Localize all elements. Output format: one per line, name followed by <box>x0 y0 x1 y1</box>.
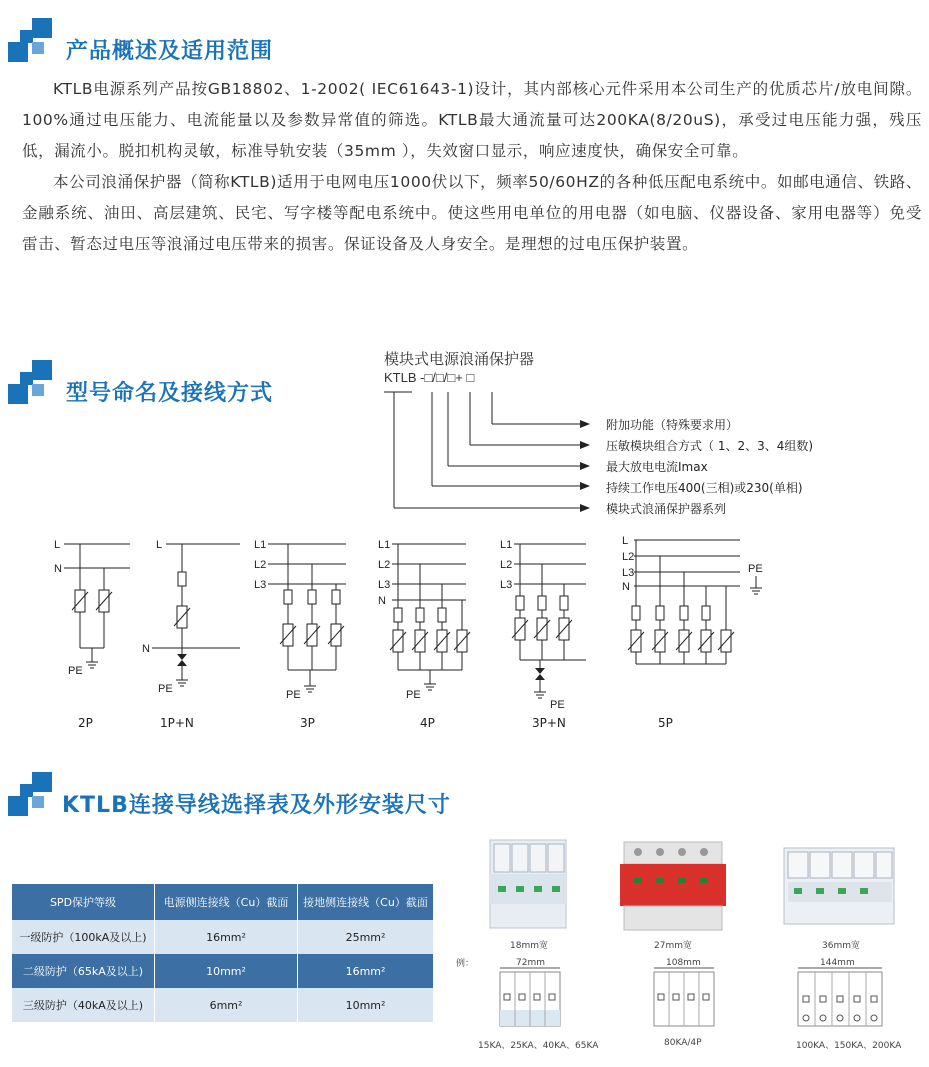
table-cell: 一级防护（100kA及以上) <box>12 920 155 954</box>
photo-caption-18mm: 18mm宽 <box>510 941 548 951</box>
wire-selection-table <box>12 884 434 1022</box>
label-n: N <box>622 581 630 593</box>
product-photo-18mm <box>486 838 570 934</box>
label-l1: L1 <box>500 539 513 551</box>
label-pe: PE <box>68 665 83 677</box>
diagram-caption-5p: 5P <box>658 716 673 730</box>
label-l: L <box>54 539 61 551</box>
diagram-caption-3p: 3P <box>300 716 315 730</box>
diagram-5p <box>622 535 763 664</box>
dim-drawing-144mm <box>794 966 888 1030</box>
table-row <box>12 954 434 988</box>
table-cell: 16mm² <box>155 920 298 954</box>
table-header: 接地侧连接线（Cu）截面 <box>298 884 434 920</box>
section-title-overview: 产品概述及适用范围 <box>66 39 274 64</box>
label-n: N <box>54 563 62 575</box>
diagram-caption-1p-n: 1P+N <box>160 716 194 730</box>
dim-caption-144mm: 100KA、150KA、200KA <box>796 1041 902 1051</box>
legend-item-5: 模块式浪涌保护器系列 <box>606 502 727 516</box>
diagram-3p <box>254 539 346 701</box>
section-title-model: 型号命名及接线方式 <box>66 381 274 406</box>
label-l2: L2 <box>500 559 513 571</box>
table-header-row <box>12 884 434 920</box>
diagram-caption-2p: 2P <box>78 716 93 730</box>
diagram-4p <box>378 539 470 701</box>
label-l2: L2 <box>622 551 635 563</box>
overview-paragraph-2: 本公司浪涌保护器（简称KTLB)适用于电网电压1000伏以下，频率50/60HZ的各种低压配电系统中。如邮电通信、铁路、金融系统、油田、高层建筑、民宅、写字楼等配电系统中。使这些用电单位的用电器（如电脑、仪器设备、家用电器等）免受雷击、暂态过电压等浪涌过电压带来的损害。保证设备及人身安全。是理想的过电压保护装置。 <box>22 173 922 253</box>
legend-item-2: 压敏模块组合方式（ 1、2、3、4组数) <box>606 439 814 453</box>
model-title: 模块式电源浪涌保护器 <box>384 350 535 368</box>
product-photo-27mm <box>618 838 728 934</box>
table-header: 电源侧连接线（Cu）截面 <box>155 884 298 920</box>
table-cell: 10mm² <box>298 988 434 1022</box>
example-label: 例： <box>456 959 475 969</box>
label-l1: L1 <box>378 539 391 551</box>
label-n: N <box>142 643 150 655</box>
model-code-diagram <box>380 388 610 518</box>
model-code: KTLB -□/□/□+ □ <box>384 370 475 385</box>
table-cell: 二级防护（65kA及以上) <box>12 954 155 988</box>
label-l: L <box>156 539 163 551</box>
label-pe: PE <box>406 689 421 701</box>
diagram-caption-3p-n: 3P+N <box>532 716 566 730</box>
overview-paragraph-1: KTLB电源系列产品按GB18802、1-2002( IEC61643-1)设计，其内部核心元件采用本公司生产的优质芯片/放电间隙。100%通过电压能力、电流能量以及参数异常值的筛选。KTLB最大通流量可达200KA(8/20uS)，承受过电压能力强，残压低，漏流小。脱扣机构灵敏，标准导轨安装（35mm ），失效窗口显示，响应速度快，确保安全可靠。 <box>22 80 922 160</box>
legend-item-3: 最大放电电流Imax <box>606 460 708 474</box>
table-row <box>12 988 434 1022</box>
dim-width-108: 108mm <box>666 958 701 968</box>
dim-width-72: 72mm <box>516 958 545 968</box>
dim-width-144: 144mm <box>820 958 855 968</box>
dim-drawing-72mm <box>496 966 566 1030</box>
table-cell: 10mm² <box>155 954 298 988</box>
label-l3: L3 <box>254 579 267 591</box>
label-l3: L3 <box>378 579 391 591</box>
photo-caption-27mm: 27mm宽 <box>654 941 692 951</box>
table-cell: 三级防护（40kA及以上) <box>12 988 155 1022</box>
table-cell: 6mm² <box>155 988 298 1022</box>
table-cell: 25mm² <box>298 920 434 954</box>
label-l3: L3 <box>622 567 635 579</box>
diagram-1p-n <box>142 539 240 695</box>
label-l2: L2 <box>254 559 267 571</box>
label-l3: L3 <box>500 579 513 591</box>
dim-caption-108mm: 80KA/4P <box>664 1038 702 1048</box>
overview-text <box>22 74 922 260</box>
label-l1: L1 <box>254 539 267 551</box>
label-pe: PE <box>550 699 565 710</box>
legend-item-1: 附加功能（特殊要求用） <box>606 418 739 432</box>
legend-item-4: 持续工作电压400(三相)或230(单相) <box>606 481 803 495</box>
photo-caption-36mm: 36mm宽 <box>822 941 860 951</box>
table-header: SPD保护等级 <box>12 884 155 920</box>
dim-drawing-108mm <box>650 966 720 1030</box>
diagram-caption-4p: 4P <box>420 716 435 730</box>
product-photo-36mm <box>780 844 898 932</box>
table-row <box>12 920 434 954</box>
label-pe: PE <box>158 683 173 695</box>
label-n: N <box>378 595 386 607</box>
diagram-2p <box>54 539 130 677</box>
diagram-3p-n <box>500 539 586 710</box>
table-cell: 16mm² <box>298 954 434 988</box>
section-icon-1 <box>8 18 52 62</box>
section-icon-2 <box>8 360 52 404</box>
wiring-diagrams <box>0 530 929 710</box>
section-icon-3 <box>8 772 52 816</box>
label-pe: PE <box>286 689 301 701</box>
dim-caption-72mm: 15KA、25KA、40KA、65KA <box>478 1041 599 1051</box>
section-title-selection: KTLB连接导线选择表及外形安装尺寸 <box>62 793 451 818</box>
label-l2: L2 <box>378 559 391 571</box>
label-pe-top: PE <box>748 563 763 575</box>
label-l: L <box>622 535 629 547</box>
